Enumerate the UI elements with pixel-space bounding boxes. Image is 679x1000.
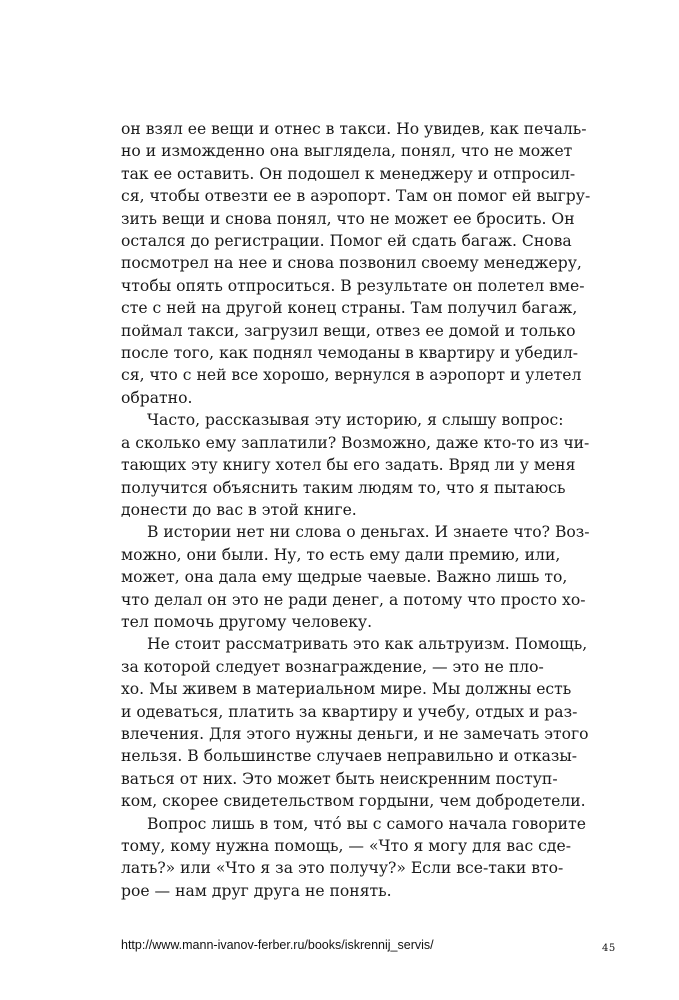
text-line: за которой следует вознаграждение, — это не пло- — [121, 657, 544, 676]
text-line: хо. Мы живем в материальном мире. Мы должны есть — [121, 680, 572, 699]
text-line: Вопрос лишь в том, что́ вы с самого начала говорите — [147, 814, 586, 833]
text-line: и одеваться, платить за квартиру и учебу, отдых и раз- — [121, 702, 578, 721]
text-line: нельзя. В большинстве случаев неправильно и отказы- — [121, 747, 578, 766]
text-line: тому, кому нужна помощь, — «Что я могу для вас сде- — [121, 837, 572, 855]
text-line: но и изможденно она выглядела, понял, что не может — [121, 142, 573, 161]
source-url-link[interactable]: http://www.mann-ivanov-ferber.ru/books/iskrennij_servis/ — [121, 938, 434, 952]
page-number: 45 — [602, 943, 616, 954]
text-line: ся, чтобы отвезти ее в аэропорт. Там он помог ей выгру- — [121, 187, 591, 206]
text-line: лать?» или «Что я за это получу?» Если все-таки вто- — [121, 859, 564, 878]
text-line: ся, что с ней все хорошо, вернулся в аэропорт и улетел — [121, 366, 582, 385]
text-line: остался до регистрации. Помог ей сдать багаж. Снова — [121, 232, 572, 251]
text-line: тающих эту книгу хотел бы его задать. Вряд ли у меня — [121, 456, 576, 475]
paragraph — [121, 633, 589, 812]
paragraph — [121, 813, 586, 903]
text-line: Часто, рассказывая эту историю, я слышу вопрос: — [147, 411, 564, 430]
text-line: донести до вас в этой книге. — [121, 500, 357, 519]
text-line: после того, как поднял чемоданы в квартиру и убедил- — [121, 344, 579, 363]
text-line: тел помочь другому человеку. — [121, 612, 373, 631]
text-line: чтобы опять отпроситься. В результате он полетел вме- — [121, 276, 585, 295]
text-line: посмотрел на нее и снова позвонил своему менеджеру, — [121, 254, 582, 273]
text-line: ком, скорее свидетельством гордыни, чем добродетели. — [121, 792, 586, 811]
text-line: ваться от них. Это может быть неискренним поступ- — [121, 769, 558, 788]
text-line: что делал он это не ради денег, а потому что просто хо- — [121, 590, 586, 609]
paragraph — [121, 409, 590, 521]
text-line: так ее оставить. Он подошел к менеджеру и отпросил- — [121, 164, 576, 183]
text-line: получится объяснить таким людям то, что я пытаюсь — [121, 478, 566, 497]
text-line: Не стоит рассматривать это как альтруизм. Помощь, — [147, 635, 588, 654]
text-line: сте с ней на другой конец страны. Там получил багаж, — [121, 299, 578, 318]
body-text — [121, 118, 591, 902]
text-line: В истории нет ни слова о деньгах. И знаете что? Воз- — [147, 523, 590, 542]
text-line: влечения. Для этого нужны деньги, и не замечать этого — [121, 724, 589, 743]
text-line: а сколько ему заплатили? Возможно, даже кто-то из чи- — [121, 433, 590, 452]
paragraph — [121, 521, 590, 633]
text-line: можно, они были. Ну, то есть ему дали премию, или, — [121, 545, 561, 564]
paragraph — [121, 118, 591, 409]
text-line: обратно. — [121, 388, 193, 407]
text-line: он взял ее вещи и отнес в такси. Но увидев, как печаль- — [121, 120, 587, 138]
text-line: может, она дала ему щедрые чаевые. Важно лишь то, — [121, 568, 568, 587]
text-line: рое — нам друг друга не понять. — [121, 881, 392, 900]
text-line: зить вещи и снова понял, что не может ее бросить. Он — [121, 209, 575, 228]
text-line: поймал такси, загрузил вещи, отвез ее домой и только — [121, 321, 576, 340]
